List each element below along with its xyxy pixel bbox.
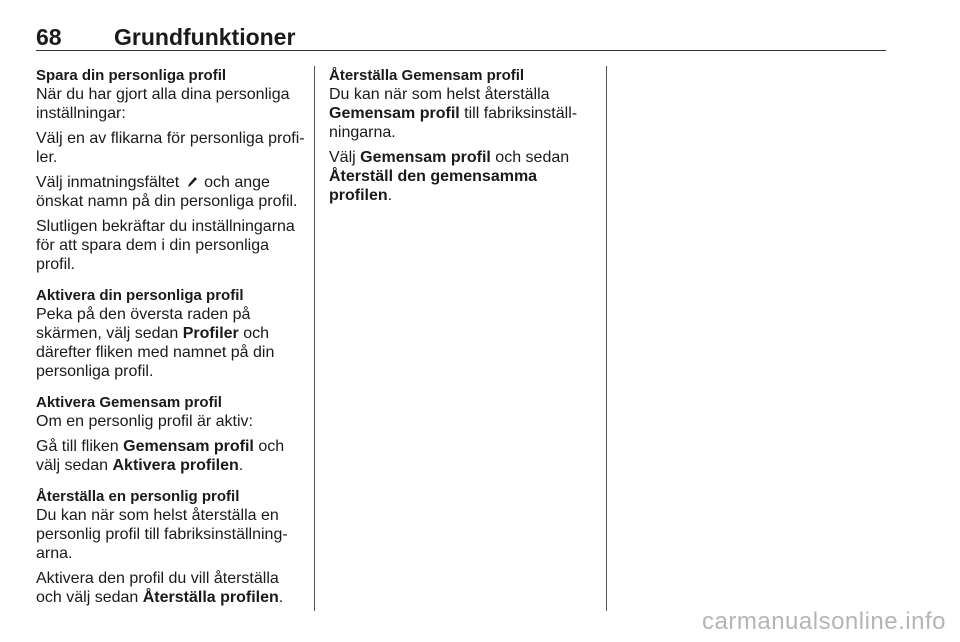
paragraph: Om en personlig profil är aktiv:: [36, 413, 253, 430]
header-rule: [36, 50, 886, 51]
paragraph: Du kan när som helst återställa Gemensam profil till fabriksinställ- ningarna.: [329, 86, 578, 141]
menu-term-activate-profile: Aktivera profilen: [112, 457, 239, 474]
menu-term-shared-profile: Gemensam profil: [360, 149, 491, 166]
section-heading: Återställa Gemensam profil: [329, 67, 525, 84]
paragraph: Aktivera den profil du vill återställa och välj sedan Återställa profilen.: [36, 570, 284, 606]
column-divider: [314, 66, 315, 611]
paragraph: Gå till fliken Gemensam profil och välj sedan Aktivera profilen.: [36, 438, 285, 474]
paragraph: Slutligen bekräftar du inställningarna för att spara dem i din personliga profil.: [36, 218, 295, 273]
pencil-icon: [186, 175, 198, 189]
menu-term-shared-profile: Gemensam profil: [123, 438, 254, 455]
section-heading: Spara din personliga profil: [36, 67, 227, 84]
section-save-personal-profile: [36, 66, 306, 274]
menu-term-reset-profile: Återställa profilen: [142, 589, 279, 606]
section-heading: Aktivera din personliga profil: [36, 287, 244, 304]
column-left: [36, 66, 306, 607]
section-activate-personal-profile: [36, 286, 306, 381]
watermark: carmanualsonline.info: [702, 608, 946, 635]
section-reset-shared-profile: [329, 66, 599, 205]
column-divider: [606, 66, 607, 611]
paragraph: Välj Gemensam profil och sedan Återställ den gemensamma profilen.: [329, 149, 570, 204]
chapter-title: Grundfunktioner: [114, 24, 296, 50]
section-heading: Återställa en personlig profil: [36, 488, 240, 505]
paragraph: Välj inmatningsfältet och ange önskat namn på din personliga profil.: [36, 174, 298, 210]
paragraph: När du har gjort alla dina personliga inställningar:: [36, 86, 290, 122]
menu-term-shared-profile: Gemensam profil: [329, 105, 460, 122]
section-activate-shared-profile: [36, 393, 306, 475]
page-header: [36, 22, 884, 48]
page-number: 68: [36, 24, 62, 50]
section-heading: Aktivera Gemensam profil: [36, 394, 222, 411]
paragraph: Välj en av flikarna för personliga profi- ler.: [36, 130, 305, 166]
section-reset-personal-profile: [36, 487, 306, 607]
menu-term-reset-shared-profile: Återställ den gemensamma profilen: [329, 168, 538, 204]
paragraph: Du kan när som helst återställa en personlig profil till fabriksinställning- arna.: [36, 507, 288, 562]
paragraph: Peka på den översta raden på skärmen, välj sedan Profiler och därefter fliken med namnet på din personliga profil.: [36, 306, 275, 380]
menu-term-profiler: Profiler: [182, 325, 239, 342]
column-middle: [329, 66, 599, 205]
